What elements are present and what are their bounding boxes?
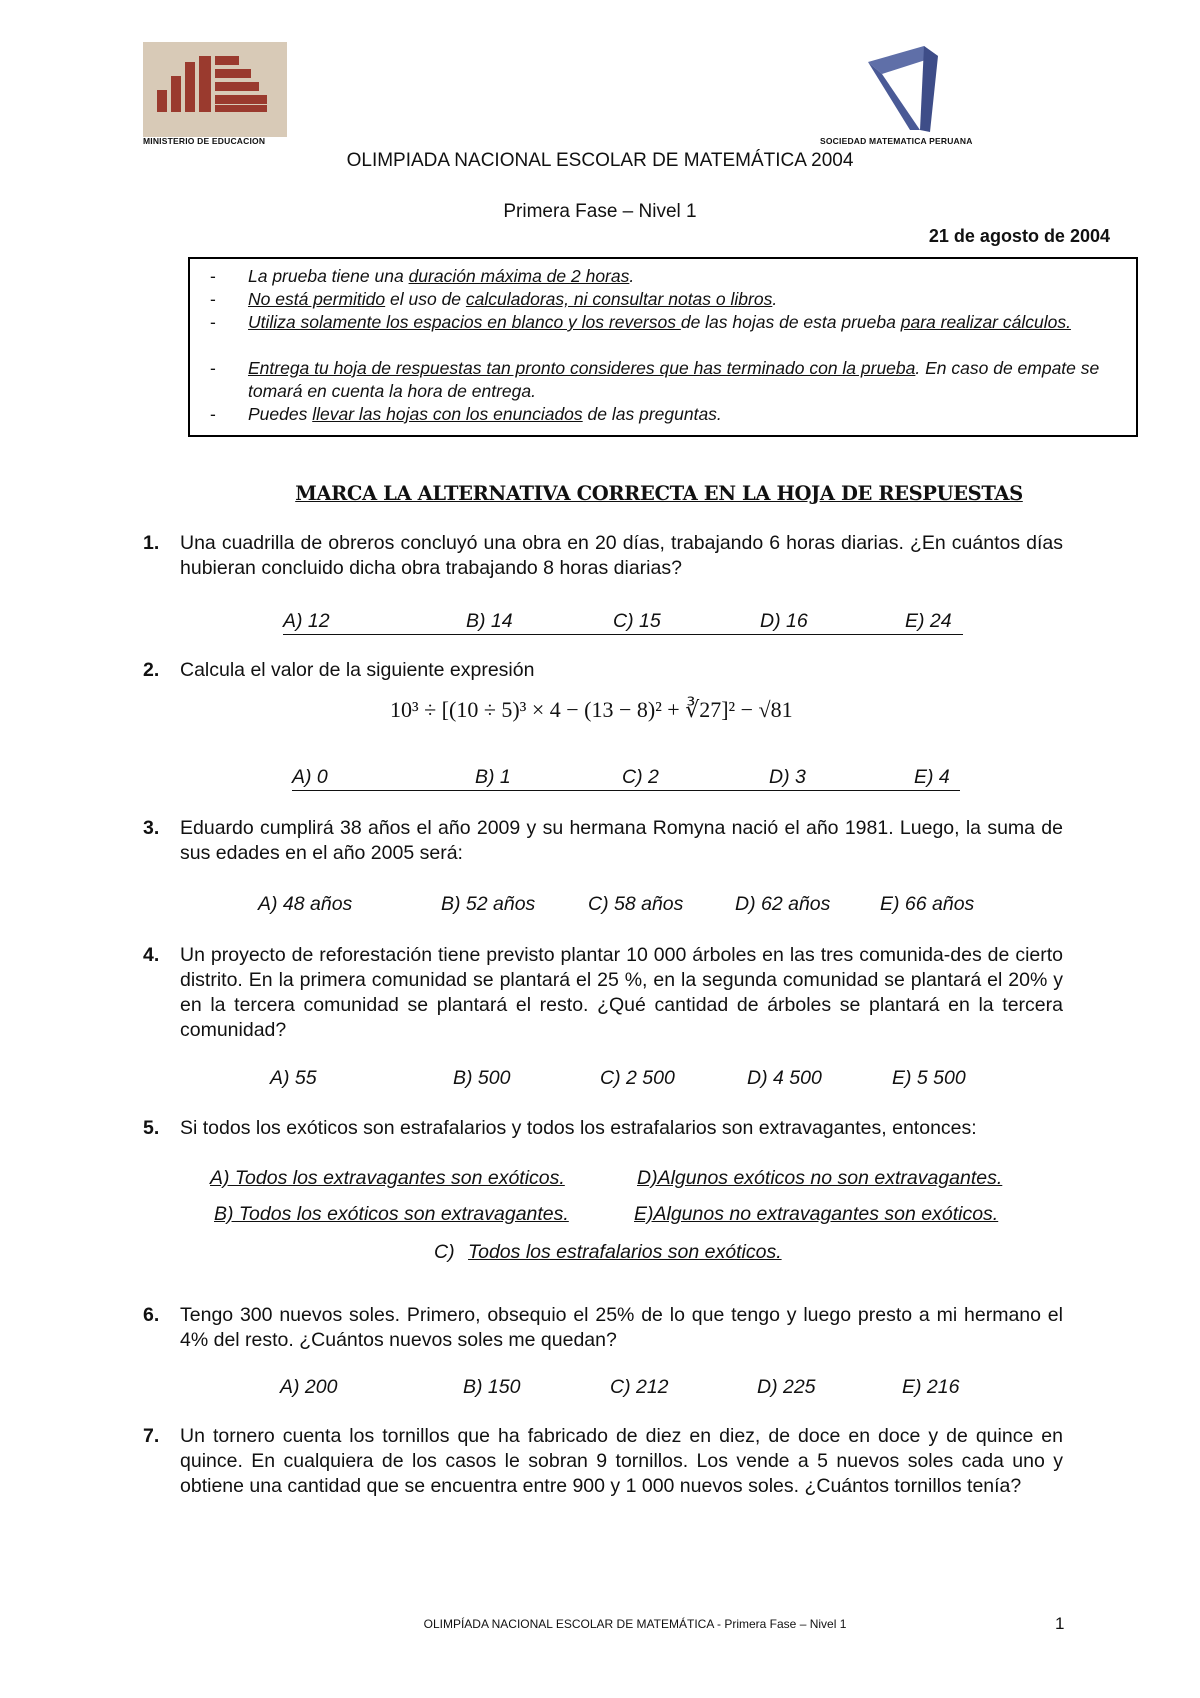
rule-underlined-text: llevar las hojas con los enunciados — [312, 404, 583, 424]
option-e[interactable]: E) 216 — [902, 1376, 960, 1398]
question-number: 4. — [143, 944, 160, 966]
option-e[interactable]: E) 24 — [905, 610, 952, 632]
option-a[interactable]: A) 0 — [292, 766, 328, 788]
rule-underlined-text: Entrega tu hoja de respuestas tan pronto consideres que has terminado con la prueba — [248, 358, 916, 378]
option-a[interactable]: A) 200 — [280, 1376, 338, 1398]
q3-options-row — [258, 893, 988, 919]
question-text: Un proyecto de reforestación tiene previsto plantar 10 000 árboles en las tres comunida-des de cierto distrito. En la primera comunidad se plantará el 25 %, en la segunda comunidad se plantará el 20% y en la tercera comunidad se plantará el resto. ¿Qué cantidad de árboles se plantará en la tercera comunidad? — [180, 944, 1063, 1041]
instructions-box — [188, 257, 1138, 437]
rule-dash: - — [210, 266, 216, 286]
rule-text: el uso de — [385, 289, 466, 309]
question-number: 7. — [143, 1425, 160, 1447]
option-b[interactable]: B) 1 — [475, 766, 511, 788]
q1-options-row — [283, 610, 963, 636]
option-d[interactable]: D) 62 años — [735, 893, 831, 915]
rule-text: . En caso de empate se tomará en cuenta la hora de entrega. — [248, 358, 1100, 401]
option-text: Todos los estrafalarios son exóticos. — [468, 1241, 782, 1263]
option-e[interactable]: E) 4 — [914, 766, 950, 788]
page-number: 1 — [1055, 1614, 1065, 1633]
rule-text: La prueba tiene una — [248, 266, 409, 286]
page-title: OLIMPIADA NACIONAL ESCOLAR DE MATEMÁTICA 2004 — [346, 150, 854, 171]
option-c[interactable]: C) 2 500 — [600, 1067, 675, 1089]
section-heading: MARCA LA ALTERNATIVA CORRECTA EN LA HOJA DE RESPUESTAS — [295, 482, 1023, 505]
ministry-logo-caption: MINISTERIO DE EDUCACION — [143, 136, 266, 146]
q4-options-row — [270, 1067, 990, 1093]
question-text: Un tornero cuenta los tornillos que ha fabricado de diez en diez, de doce en doce y de quince en quince. En cualquiera de los casos le sobran 9 tornillos. Los vende a 5 nuevos soles cada uno y obtiene una cantidad que se encuentra entre 900 y 1 000 nuevos soles. ¿Cuántos tornillos tenía? — [180, 1425, 1063, 1497]
option-b[interactable]: B) 52 años — [441, 893, 536, 915]
rule-text: . — [629, 266, 635, 286]
rule-dash: - — [210, 358, 216, 378]
rule-underlined-text: duración máxima de 2 horas — [408, 266, 630, 286]
question-number: 2. — [143, 659, 160, 681]
question-text: Una cuadrilla de obreros concluyó una obra en 20 días, trabajando 6 horas diarias. ¿En cuántos días hubieran concluido dicha obra trabajando 8 horas diarias? — [180, 532, 1063, 579]
option-c[interactable]: C) 212 — [610, 1376, 669, 1398]
q6-options-row — [280, 1376, 980, 1402]
option-letter: C) — [434, 1241, 455, 1263]
question-number: 3. — [143, 817, 160, 839]
rule-underlined-text: calculadoras, ni consultar notas o libros — [465, 289, 773, 309]
option-c[interactable]: C) 2 — [622, 766, 659, 788]
option-b[interactable]: B) 500 — [453, 1067, 511, 1089]
question-text: Eduardo cumplirá 38 años el año 2009 y su hermana Romyna nació el año 1981. Luego, la suma de sus edades en el año 2005 será: — [180, 817, 1063, 864]
option-e[interactable]: E) 66 años — [880, 893, 975, 915]
ministry-logo — [143, 42, 287, 137]
option-b[interactable]: B) 150 — [463, 1376, 521, 1398]
rule-underlined-text: Utiliza solamente los espacios en blanco y los reversos — [248, 312, 681, 332]
q2-options-row — [292, 766, 960, 792]
question-text: Si todos los exóticos son estrafalarios y todos los estrafalarios son extravagantes, entonces: — [180, 1117, 977, 1139]
option-b[interactable]: B) Todos los exóticos son extravagantes. — [214, 1203, 569, 1225]
option-a[interactable]: A) 55 — [270, 1067, 317, 1089]
rule-underlined-text: No está permitido — [248, 289, 386, 309]
rule-text: Puedes — [248, 404, 313, 424]
option-d[interactable]: D)Algunos exóticos no son extravagantes. — [637, 1167, 1003, 1189]
math-expression: 10³ ÷ [(10 ÷ 5)³ × 4 − (13 − 8)² + ∛27]² − √81 — [390, 697, 793, 722]
smp-logo — [864, 44, 956, 136]
option-a[interactable]: A) 48 años — [258, 893, 353, 915]
question-text: Tengo 300 nuevos soles. Primero, obsequio el 25% de lo que tengo y luego presto a mi hermano el 4% del resto. ¿Cuántos nuevos soles me quedan? — [180, 1304, 1063, 1351]
option-d[interactable]: D) 225 — [757, 1376, 816, 1398]
smp-logo-caption: SOCIEDAD MATEMATICA PERUANA — [820, 136, 973, 146]
rule-text: . — [772, 289, 778, 309]
option-d[interactable]: D) 3 — [769, 766, 806, 788]
option-e[interactable]: E) 5 500 — [892, 1067, 966, 1089]
rule-underlined-text: para realizar cálculos. — [900, 312, 1071, 332]
rule-dash: - — [210, 404, 216, 424]
option-a[interactable]: A) Todos los extravagantes son exóticos. — [210, 1167, 565, 1189]
option-b[interactable]: B) 14 — [466, 610, 513, 632]
page-subtitle: Primera Fase – Nivel 1 — [503, 201, 697, 222]
option-c[interactable] — [434, 1241, 782, 1264]
page-footer: OLIMPÍADA NACIONAL ESCOLAR DE MATEMÁTICA - Primera Fase – Nivel 1 — [423, 1617, 847, 1631]
option-a[interactable]: A) 12 — [283, 610, 330, 632]
option-d[interactable]: D) 16 — [760, 610, 808, 632]
exam-date: 21 de agosto de 2004 — [928, 226, 1110, 246]
question-number: 1. — [143, 532, 160, 554]
rule-dash: - — [210, 289, 216, 309]
option-e[interactable]: E)Algunos no extravagantes son exóticos. — [634, 1203, 999, 1225]
question-number: 5. — [143, 1117, 160, 1139]
option-d[interactable]: D) 4 500 — [747, 1067, 822, 1089]
rule-text: de las preguntas. — [582, 404, 722, 424]
option-c[interactable]: C) 58 años — [588, 893, 684, 915]
rule-dash: - — [210, 312, 216, 332]
question-text: Calcula el valor de la siguiente expresión — [180, 659, 535, 681]
question-number: 6. — [143, 1304, 160, 1326]
option-c[interactable]: C) 15 — [613, 610, 661, 632]
rule-text: de las hojas de esta prueba — [680, 312, 901, 332]
